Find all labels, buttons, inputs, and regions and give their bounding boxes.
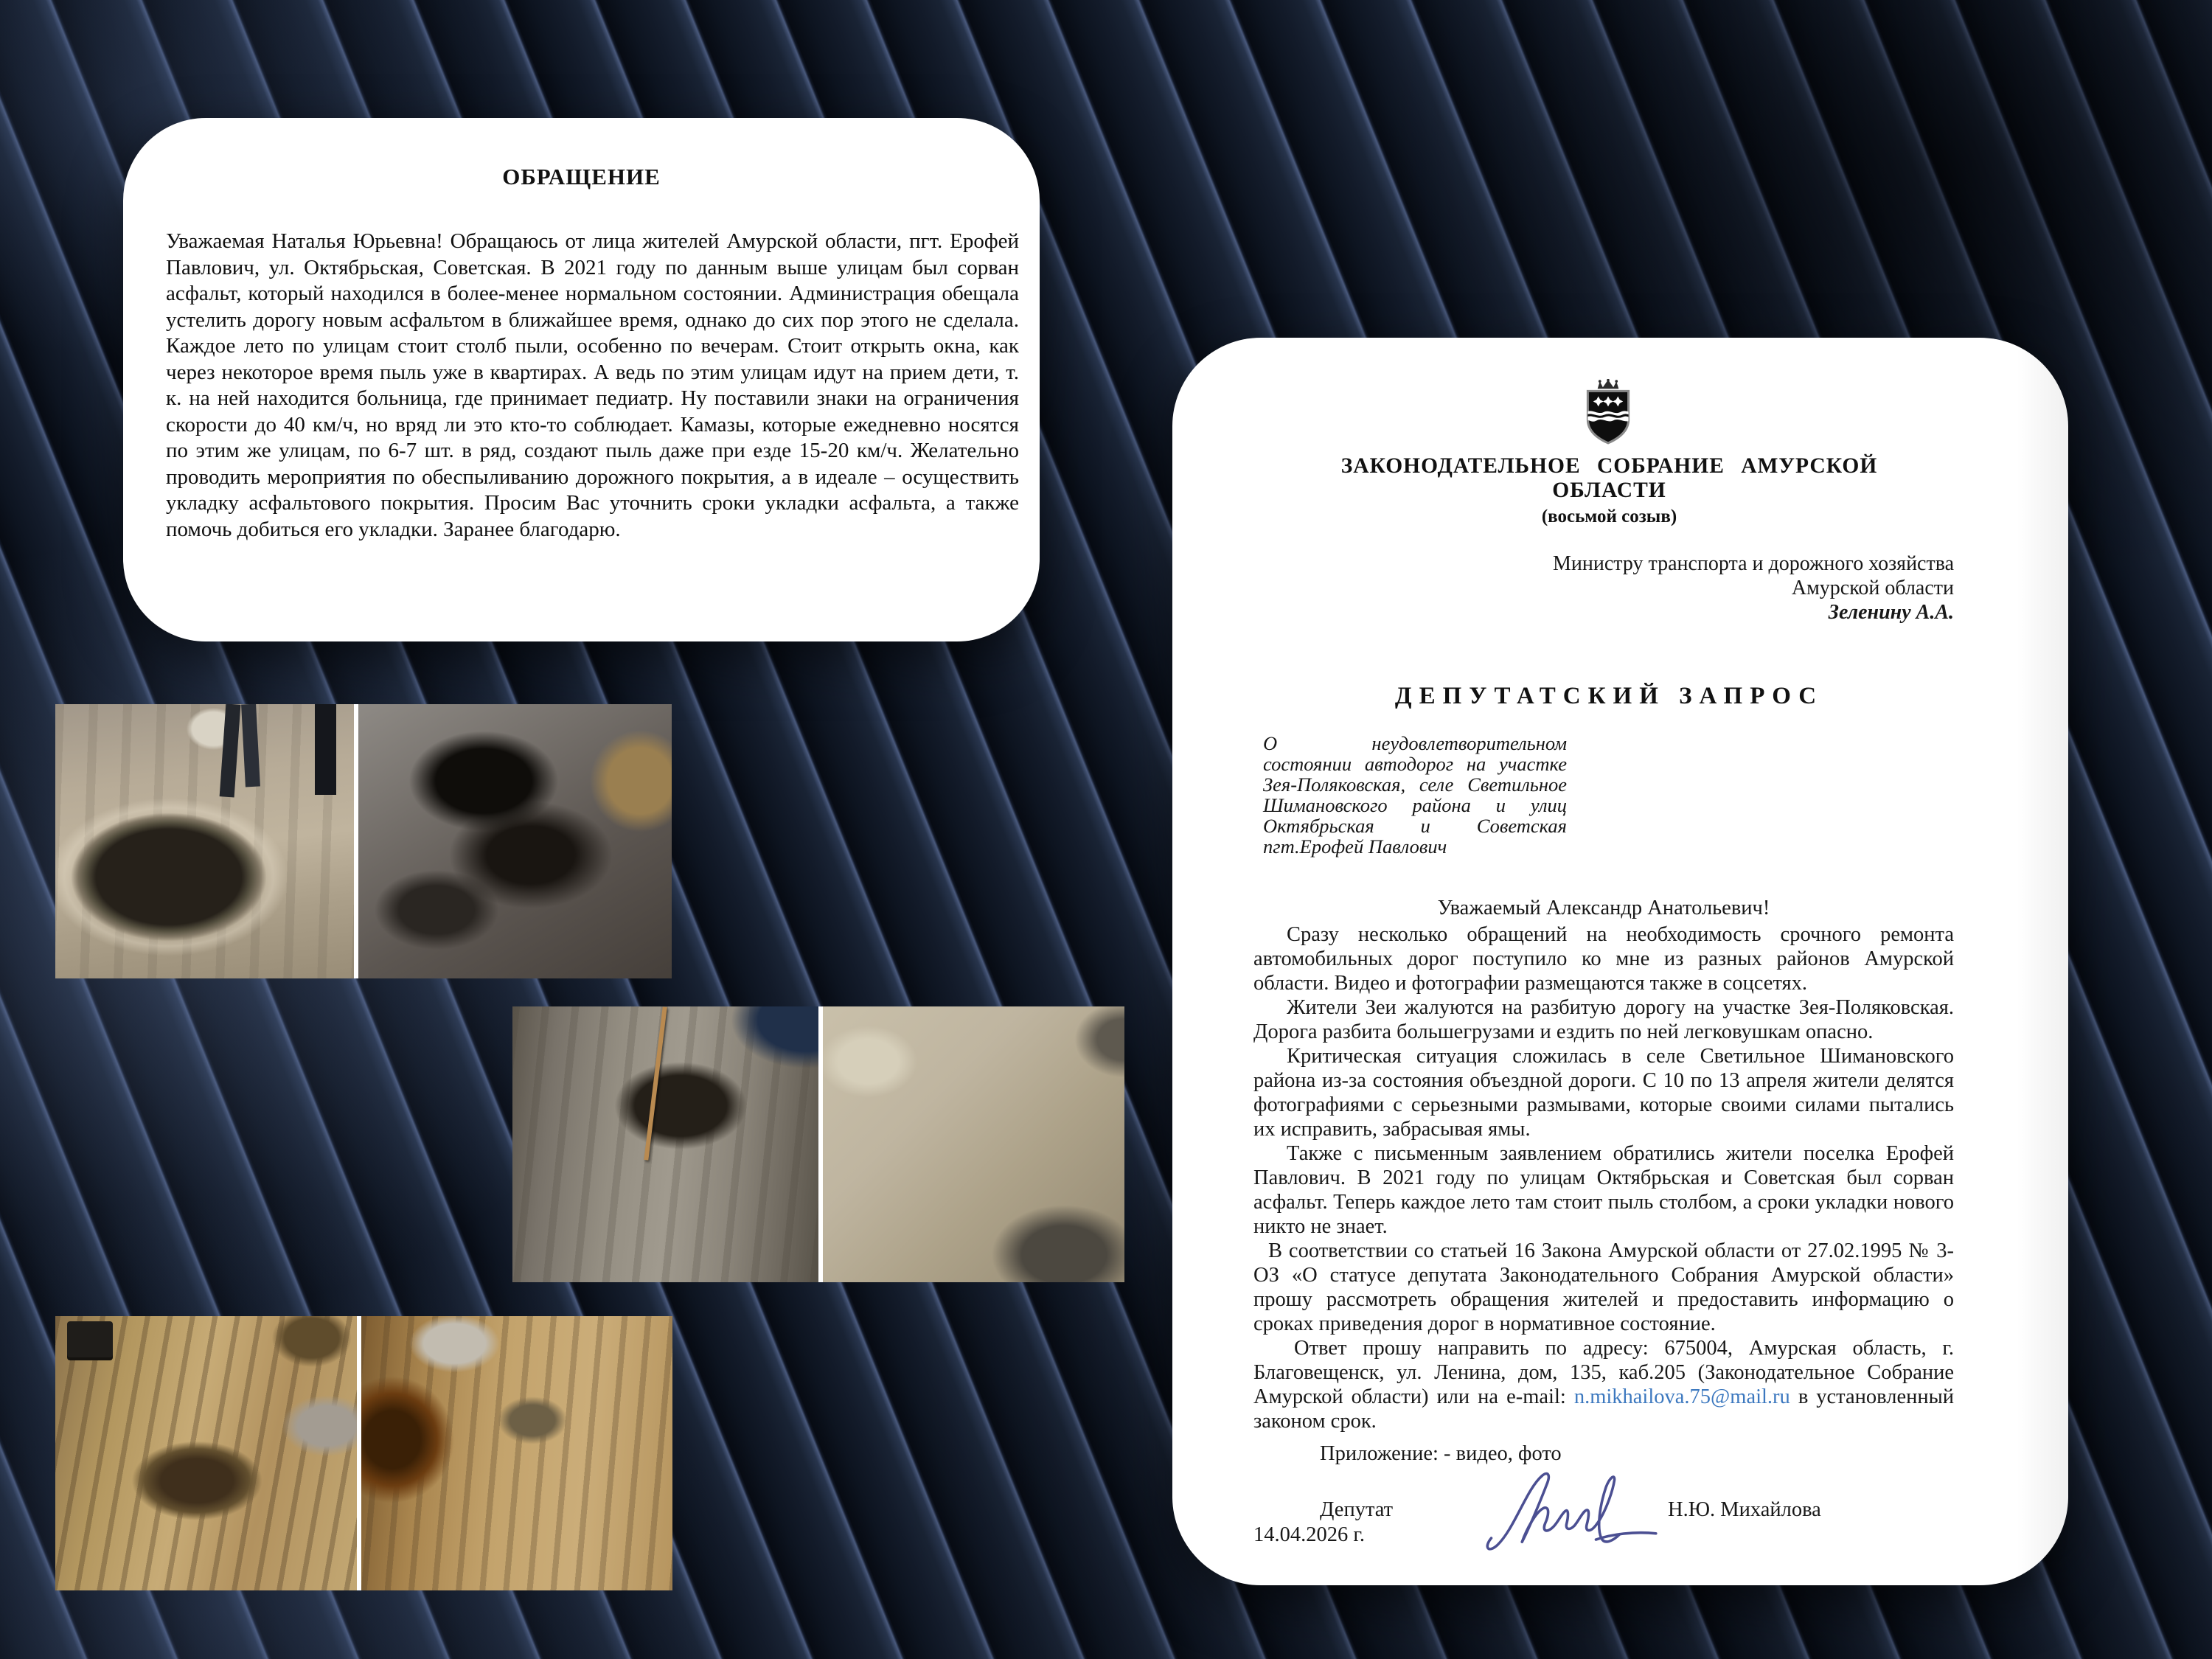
letter-date: 14.04.2026 г. (1253, 1523, 1365, 1546)
subject-block: О неудовлетворительном состоянии автодорог на участке Зея-Поляковская, селе Светильное Шимановского района и улиц Октябрьская и Советская пгт.Ерофей Павлович (1263, 732, 1567, 858)
amur-region-coat-of-arms-icon (1582, 379, 1634, 447)
photo-pair-top (55, 704, 672, 978)
addressee-name: Зеленину А.А. (1828, 601, 1954, 624)
measuring-stick (644, 1006, 667, 1161)
photo-pair-middle (512, 1006, 1124, 1282)
person-leg-silhouette (315, 704, 335, 795)
letter-paragraph: В соответствии со статьей 16 Закона Амурской области от 27.02.1995 № 3-ОЗ «О статусе депутата Законодательного Собрания Амурской области» прошу рассмотреть обращения жителей и предоставить информацию о сроках приведения дорог в нормативное состояние. (1253, 1239, 1954, 1335)
signer-role: Депутат (1320, 1498, 1394, 1521)
deputy-request-letter-card (1172, 338, 2068, 1585)
appeal-title: ОБРАЩЕНИЕ (502, 164, 661, 189)
reply-address-text: Ответ прошу направить по адресу: 675004, Амурская область, г. Благовещенск, ул. Ленина, дом, 135, каб.205 (Законодательное Собрание Амурской области) или на e-mail: (1253, 1337, 1954, 1408)
signer-name: Н.Ю. Михайлова (1668, 1498, 1821, 1521)
letter-paragraph: Сразу несколько обращений на необходимость срочного ремонта автомобильных дорог поступило ко мне из разных районов Амурской области. Видео и фотографии размещаются также в соцсетях. (1253, 923, 1954, 995)
person-leg-silhouette (241, 704, 260, 787)
photo-pair-bottom (55, 1316, 672, 1590)
photo-rutted-dirt-road-with-truck (55, 1316, 357, 1590)
photo-gravel-road-pothole-with-stick (512, 1006, 818, 1282)
photo-flooded-ruts-brown-water (361, 1316, 672, 1590)
photo-icy-mud-washout-closeup (823, 1006, 1124, 1282)
attachment-line: Приложение: - видео, фото (1320, 1442, 1562, 1465)
appeal-document-card (123, 118, 1040, 641)
addressee-line: Министру транспорта и дорожного хозяйства (1553, 552, 1954, 575)
organization-convocation: (восьмой созыв) (1541, 507, 1677, 526)
salutation: Уважаемый Александр Анатольевич! (1437, 897, 1770, 919)
organization-name: ЗАКОНОДАТЕЛЬНОЕ СОБРАНИЕ АМУРСКОЙ ОБЛАСТИ (1340, 454, 1878, 502)
photo-dirt-road-sinkhole-with-people (55, 704, 354, 978)
letter-body (1253, 922, 1954, 1433)
appeal-body-text: Уважаемая Наталья Юрьевна! Обращаюсь от лица жителей Амурской области, пгт. Ерофей Павлович, ул. Октябрьская, Советская. В 2021 году по данным выше улицам был сорван асфальт, который находился в более-менее нормальном состоянии. Администрация обещала устелить дорогу новым асфальтом в ближайшее время, однако до сих пор этого не сделала. Каждое лето по улицам стоит столб пыли, особенно по вечерам. Стоит открыть окна, как через некоторое время пыль уже в квартирах. А ведь по этим улицам идут на прием дети, т. к. на ней находится больница, где принимает педиатр. Ну поставили знаки на ограничения скорости до 40 км/ч, но вряд ли это кто-то соблюдает. Камазы, которые ежедневно носятся по этим же улицам, по 6-7 шт. в ряд, создают пыль даже при езде 15-20 км/ч. Желательно проводить мероприятия по обеспыливанию дорожного покрытия, а в идеале – осуществить укладку асфальтового покрытия. Просим Вас уточнить сроки укладки асфальта, а также помочь добиться его укладки. Заранее благодарю. (166, 229, 1019, 541)
photo-broken-asphalt-crater-closeup (358, 704, 672, 978)
reply-address-text: в установленный законом срок. (1253, 1385, 1954, 1433)
email-link[interactable]: n.mikhailova.75@mail.ru (1573, 1385, 1790, 1408)
letter-paragraph: Жители Зеи жалуются на разбитую дорогу на участке Зея-Поляковская. Дорога разбита большегрузами и ездить по ней легковушкам опасно. (1253, 996, 1954, 1043)
letter-paragraph: Критическая ситуация сложилась в селе Светильное Шимановского района из-за состояния объездной дороги. С 10 по 13 апреля жители делятся фотографиями с серьезными размывами, которые своими силами пытались их исправить, забрасывая ямы. (1253, 1045, 1954, 1141)
handwritten-signature-icon (1482, 1467, 1659, 1556)
letter-paragraph: Также с письменным заявлением обратились жители поселка Ерофей Павлович. В 2021 году по улицам Октябрьская и Советская был сорван асфальт. Теперь каждое лето там стоит пыль столбом, а сроки укладки нового никто не знает. (1253, 1142, 1954, 1238)
document-type-title: ДЕПУТАТСКИЙ ЗАПРОС (1394, 683, 1824, 709)
addressee-line: Амурской области (1791, 577, 1954, 599)
letter-paragraph-reply-address (1253, 1336, 1954, 1433)
addressee-block (1553, 552, 1954, 625)
truck-silhouette (67, 1321, 112, 1357)
person-leg-silhouette (219, 704, 240, 798)
letterhead (1338, 454, 1880, 527)
